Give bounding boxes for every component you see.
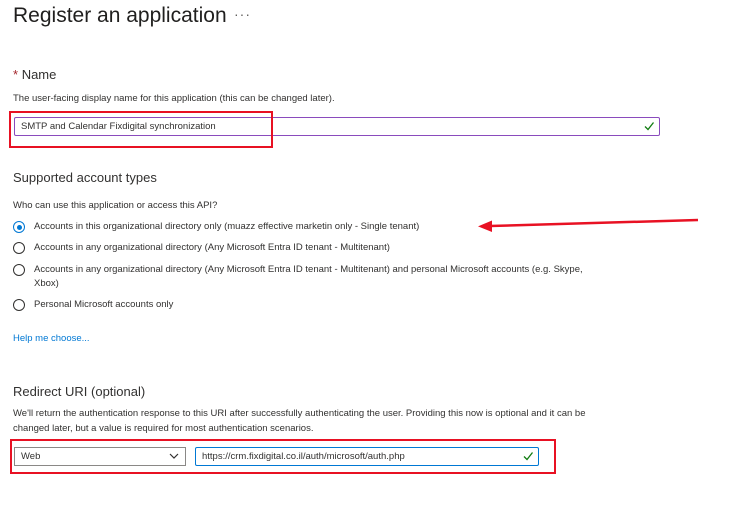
account-types-question: Who can use this application or access this API? (13, 200, 218, 211)
red-arrow-icon (470, 212, 702, 234)
platform-select[interactable] (14, 447, 186, 466)
radio-multitenant-personal[interactable] (13, 263, 583, 291)
radio-label: Accounts in this organizational directory only (muazz effective marketin only - Single tenant) (34, 221, 420, 232)
platform-select-value: Web (21, 451, 41, 462)
redirect-description-line2: changed later, but a value is required for most authentication scenarios. (13, 423, 314, 434)
help-me-choose-link[interactable]: Help me choose... (13, 333, 90, 344)
checkmark-icon (522, 449, 534, 463)
account-types-heading: Supported account types (13, 170, 157, 185)
chevron-down-icon (169, 452, 179, 460)
more-actions-button[interactable]: ··· (234, 6, 251, 22)
radio-label-multiline (34, 263, 583, 291)
redirect-uri-input[interactable] (195, 447, 539, 466)
redirect-description-line1: We'll return the authentication response to this URI after successfully authenticating the user. Providing this now is optional and it can be (13, 408, 586, 419)
radio-button[interactable] (13, 299, 25, 311)
name-description: The user-facing display name for this application (this can be changed later). (13, 93, 335, 104)
redirect-uri-heading: Redirect URI (optional) (13, 384, 146, 399)
required-indicator: * (13, 67, 19, 82)
radio-button[interactable] (13, 242, 25, 254)
name-label-text: Name (21, 67, 57, 82)
radio-label-line1: Accounts in any organizational directory (Any Microsoft Entra ID tenant - Multitenant) and personal Microsoft accounts (e.g. Skype, (34, 264, 583, 275)
radio-button-selected[interactable] (13, 221, 25, 233)
radio-button[interactable] (13, 264, 25, 276)
radio-single-tenant[interactable] (13, 220, 419, 234)
radio-label: Accounts in any organizational directory (Any Microsoft Entra ID tenant - Multitenant) (34, 242, 390, 253)
redirect-uri-value: https://crm.fixdigital.co.il/auth/microsoft/auth.php (202, 451, 405, 462)
radio-label-line2: Xbox) (34, 278, 59, 289)
radio-multitenant[interactable] (13, 241, 390, 255)
name-input[interactable] (14, 117, 660, 136)
name-label (13, 67, 56, 82)
name-input-value: SMTP and Calendar Fixdigital synchronization (21, 121, 216, 132)
page-title: Register an application (13, 4, 227, 27)
checkmark-icon (643, 119, 655, 133)
radio-label: Personal Microsoft accounts only (34, 299, 174, 310)
radio-personal-only[interactable] (13, 298, 173, 312)
